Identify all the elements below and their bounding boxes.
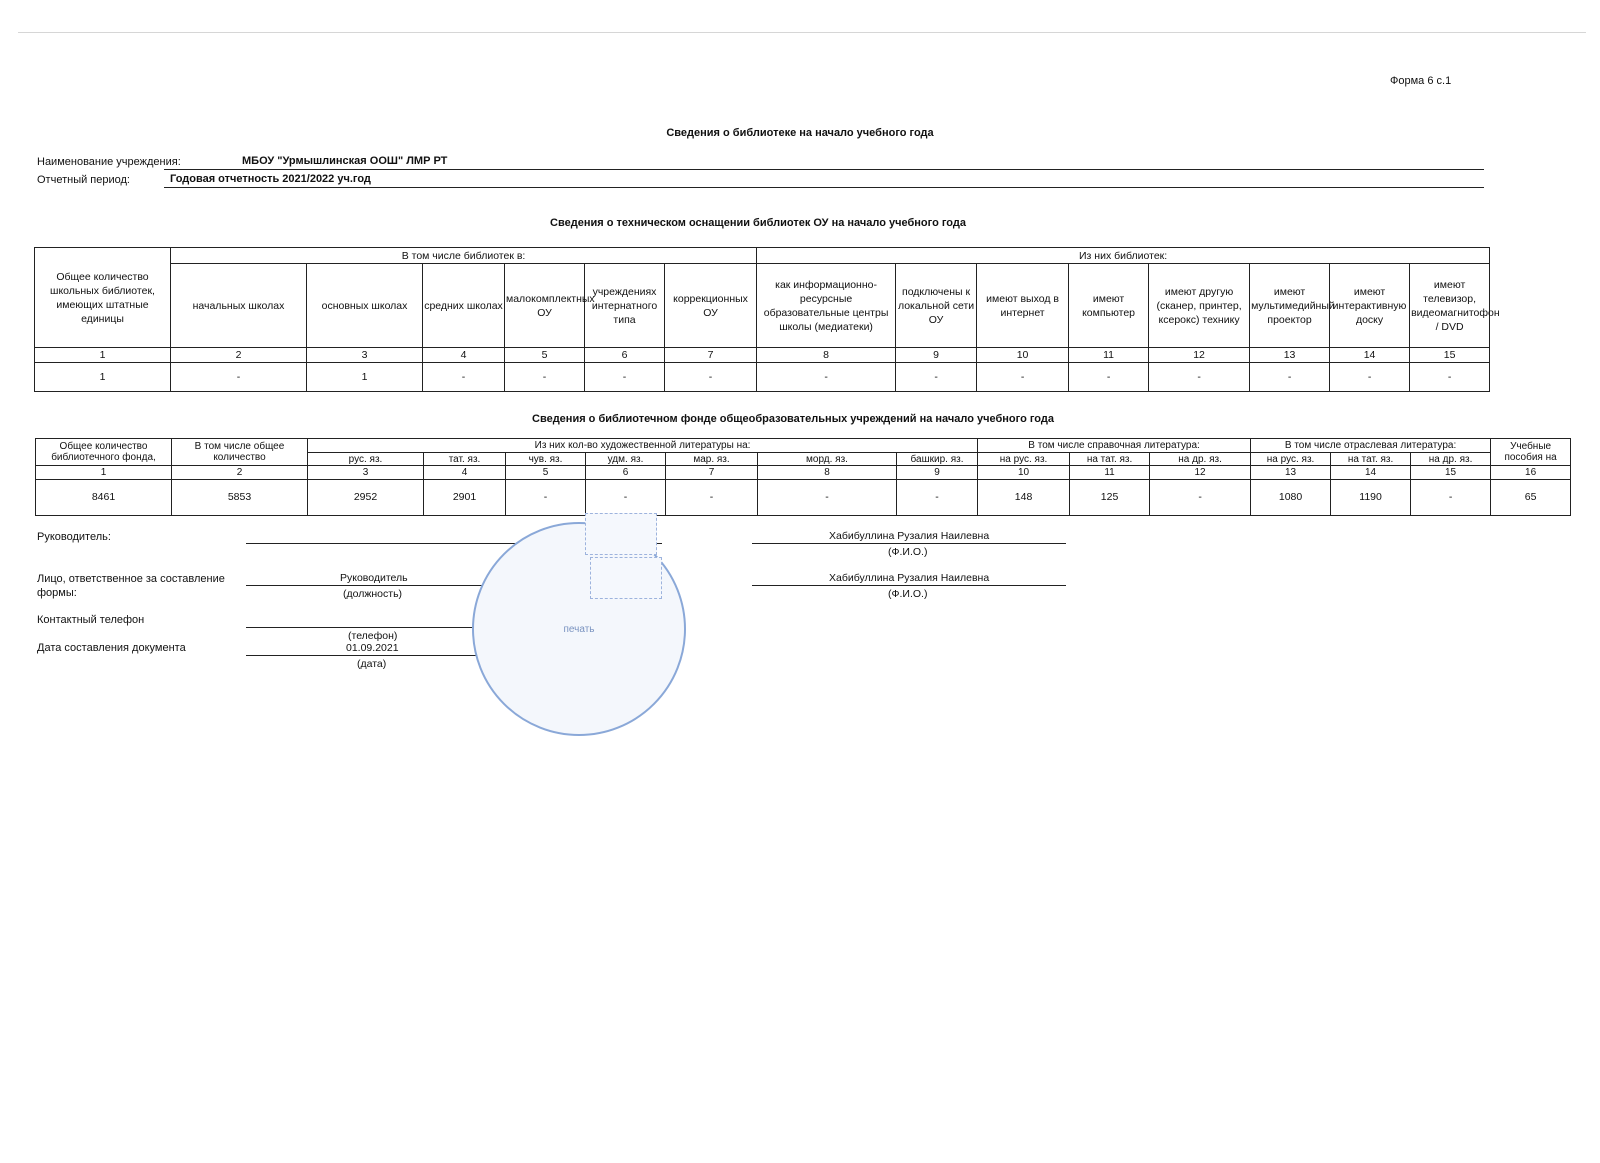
table-cell: - (896, 363, 977, 392)
column-number: 15 (1411, 466, 1491, 480)
head-label: Руководитель: (37, 531, 111, 543)
table-cell: 2901 (424, 480, 506, 516)
column-header: подключены к локальной сети ОУ (896, 264, 977, 348)
tech-equipment-table (34, 247, 1500, 392)
stamp-placeholder-label: печать (563, 623, 595, 635)
column-number: 10 (977, 348, 1069, 363)
column-number: 2 (172, 466, 308, 480)
table-cell: - (506, 480, 586, 516)
column-number: 15 (1410, 348, 1490, 363)
column-number: 1 (36, 466, 172, 480)
group-header-reference: В том числе справочная литература: (978, 439, 1251, 453)
column-header: малокомплектных ОУ (505, 264, 585, 348)
fund-section-title: Сведения о библиотечном фонде общеобразовательных учреждений на начало учебного года (532, 413, 1054, 425)
phone-label: Контактный телефон (37, 614, 145, 626)
signature-placeholder (585, 513, 657, 555)
column-number: 7 (665, 348, 757, 363)
table-cell: - (897, 480, 978, 516)
column-number: 9 (897, 466, 978, 480)
column-header: имеют интерактивную доску (1330, 264, 1410, 348)
institution-value: МБОУ "Урмышлинская ООШ" ЛМР РТ (242, 155, 448, 167)
column-header: имеют компьютер (1069, 264, 1149, 348)
fio-caption: (Ф.И.О.) (888, 546, 928, 558)
institution-underline (164, 169, 1484, 170)
column-number: 6 (586, 466, 666, 480)
responsible-name: Хабибуллина Рузалия Наилевна (829, 572, 990, 584)
column-number: 8 (757, 348, 896, 363)
page-top-edge (18, 32, 1586, 33)
group-header-branch: В том числе отраслевая литература: (1251, 439, 1491, 453)
table-cell: - (505, 363, 585, 392)
responsible-label: Лицо, ответственное за составление формы: (37, 573, 225, 599)
column-number: 8 (758, 466, 897, 480)
table-cell: 1 (307, 363, 423, 392)
column-number: 14 (1330, 348, 1410, 363)
library-fund-table (35, 438, 1571, 516)
table-cell: 148 (978, 480, 1070, 516)
form-label: Форма 6 с.1 (1390, 75, 1452, 87)
column-number: 10 (978, 466, 1070, 480)
fio-caption: (Ф.И.О.) (888, 588, 928, 600)
table-cell: 1 (35, 363, 171, 392)
column-number: 4 (423, 348, 505, 363)
table-cell: 1190 (1331, 480, 1411, 516)
column-header: основных школах (307, 264, 423, 348)
column-header: мар. яз. (666, 453, 758, 466)
column-number-row (36, 466, 1571, 480)
column-number: 3 (307, 348, 423, 363)
table-cell: 125 (1070, 480, 1150, 516)
column-number: 3 (308, 466, 424, 480)
column-number: 5 (506, 466, 586, 480)
table-cell: - (1411, 480, 1491, 516)
document-title: Сведения о библиотеке на начало учебного года (666, 127, 934, 139)
table-cell: - (1330, 363, 1410, 392)
column-header: начальных школах (171, 264, 307, 348)
column-number: 14 (1331, 466, 1411, 480)
head-name-line (752, 543, 1066, 544)
column-header: на рус. яз. (978, 453, 1070, 466)
column-number: 11 (1070, 466, 1150, 480)
column-header: имеют мультимедийный проектор (1250, 264, 1330, 348)
phone-caption: (телефон) (348, 630, 398, 642)
total-count-header: В том числе общее количество (172, 439, 308, 466)
column-header: морд. яз. (758, 453, 897, 466)
date-value: 01.09.2021 (346, 642, 399, 654)
column-header: башкир. яз. (897, 453, 978, 466)
group-header-schools: В том числе библиотек в: (171, 248, 757, 264)
responsible-name-line (752, 585, 1066, 586)
table-cell: 5853 (172, 480, 308, 516)
column-number-row (35, 348, 1490, 363)
column-number: 16 (1491, 466, 1571, 480)
table-cell: 8461 (36, 480, 172, 516)
column-header: на др. яз. (1150, 453, 1251, 466)
column-header: на тат. яз. (1331, 453, 1411, 466)
period-underline (164, 187, 1484, 188)
table-cell: 65 (1491, 480, 1571, 516)
table-cell: - (665, 363, 757, 392)
column-header: на тат. яз. (1070, 453, 1150, 466)
group-header-equipment: Из них библиотек: (757, 248, 1490, 264)
total-libraries-header: Общее количество школьных библиотек, имеющих штатные единицы (35, 248, 171, 348)
table-cell: - (977, 363, 1069, 392)
table-cell: - (585, 363, 665, 392)
table-cell: 1080 (1251, 480, 1331, 516)
signature-placeholder (590, 557, 662, 599)
date-caption: (дата) (357, 658, 387, 670)
column-number: 6 (585, 348, 665, 363)
column-header: тат. яз. (424, 453, 506, 466)
tech-section-title: Сведения о техническом оснащении библиотек ОУ на начало учебного года (550, 217, 966, 229)
column-number: 13 (1250, 348, 1330, 363)
column-header: удм. яз. (586, 453, 666, 466)
column-number: 1 (35, 348, 171, 363)
column-header: коррекционных ОУ (665, 264, 757, 348)
head-name: Хабибуллина Рузалия Наилевна (829, 530, 990, 542)
total-fund-header: Общее количество библиотечного фонда, (36, 439, 172, 466)
column-header: как информационно-ресурсные образовательные центры школы (медиатеки) (757, 264, 896, 348)
table-cell: - (171, 363, 307, 392)
table-cell: - (757, 363, 896, 392)
column-number: 12 (1150, 466, 1251, 480)
column-number: 7 (666, 466, 758, 480)
period-value: Годовая отчетность 2021/2022 уч.год (170, 173, 371, 185)
column-header: имеют другую (сканер, принтер, ксерокс) технику (1149, 264, 1250, 348)
column-header: средних школах (423, 264, 505, 348)
institution-label: Наименование учреждения: (37, 156, 181, 168)
table-cell: - (1150, 480, 1251, 516)
column-number: 2 (171, 348, 307, 363)
table-row (35, 363, 1490, 392)
column-number: 13 (1251, 466, 1331, 480)
column-header: имеют выход в интернет (977, 264, 1069, 348)
position-caption: (должность) (343, 588, 403, 600)
column-number: 11 (1069, 348, 1149, 363)
table-cell: - (666, 480, 758, 516)
column-number: 12 (1149, 348, 1250, 363)
table-cell: - (758, 480, 897, 516)
column-header: чув. яз. (506, 453, 586, 466)
date-label: Дата составления документа (37, 642, 186, 654)
group-header-fiction: Из них кол-во художественной литературы на: (308, 439, 978, 453)
column-number: 9 (896, 348, 977, 363)
table-cell: - (1149, 363, 1250, 392)
table-cell: - (1069, 363, 1149, 392)
column-number: 5 (505, 348, 585, 363)
column-number: 4 (424, 466, 506, 480)
period-label: Отчетный период: (37, 174, 130, 186)
responsible-position: Руководитель (340, 572, 408, 584)
table-cell: - (423, 363, 505, 392)
table-cell: - (586, 480, 666, 516)
textbooks-header: Учебные пособия на (1491, 439, 1571, 466)
table-cell: - (1410, 363, 1490, 392)
column-header: на рус. яз. (1251, 453, 1331, 466)
table-cell: 2952 (308, 480, 424, 516)
column-header: имеют телевизор, видеомагнитофон / DVD (1410, 264, 1490, 348)
column-header: на др. яз. (1411, 453, 1491, 466)
table-row (36, 480, 1571, 516)
table-cell: - (1250, 363, 1330, 392)
column-header: рус. яз. (308, 453, 424, 466)
column-header: учреждениях интернатного типа (585, 264, 665, 348)
